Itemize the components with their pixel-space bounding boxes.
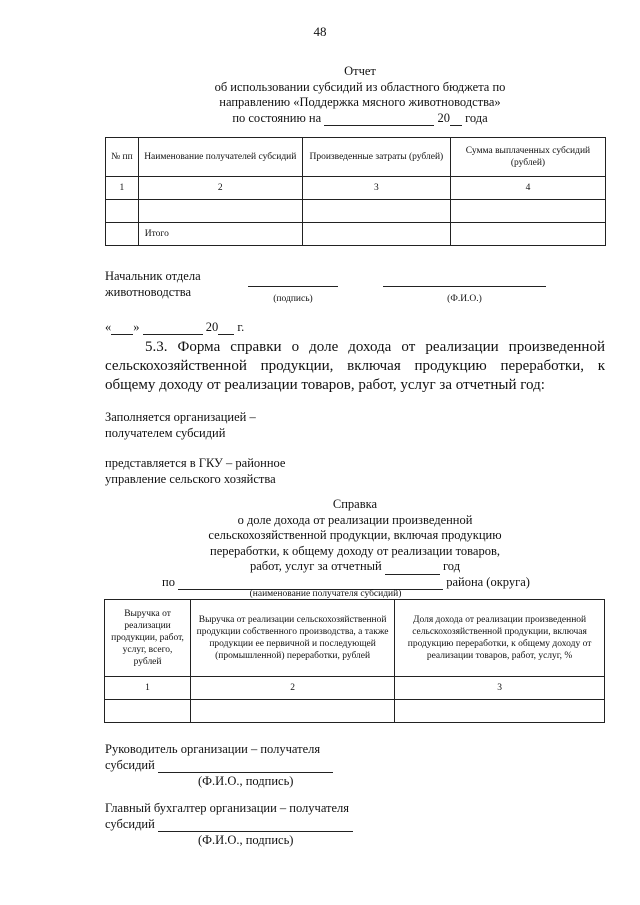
number-cell: 1 xyxy=(105,677,191,700)
number-cell: 2 xyxy=(191,677,395,700)
report-table xyxy=(105,137,606,246)
date-suffix: г. xyxy=(237,320,245,334)
submitted-note xyxy=(105,455,285,487)
accountant-signature-line2 xyxy=(105,816,353,832)
empty-cell[interactable] xyxy=(105,700,191,723)
filled-note xyxy=(105,409,256,441)
accountant-signature-label: субсидий xyxy=(105,817,155,831)
signature-line[interactable] xyxy=(248,286,338,287)
empty-cell[interactable] xyxy=(302,223,450,246)
header-cell: Выручка от реализации продукции, работ, услуг, всего, рублей xyxy=(105,600,191,677)
accountant-signature-block xyxy=(105,800,353,832)
certificate-table xyxy=(104,599,605,723)
table-number-row xyxy=(106,177,606,200)
table-row xyxy=(106,200,606,223)
report-date-blank xyxy=(324,125,434,126)
report-date-prefix: по состоянию на xyxy=(232,110,322,125)
certificate-line5-prefix: по xyxy=(162,575,175,589)
head-signature-block xyxy=(105,741,333,773)
number-cell: 4 xyxy=(450,177,605,200)
recipient-name-caption: (наименование получателя субсидий) xyxy=(249,589,402,599)
header-cell: Наименование получателей субсидий xyxy=(138,138,302,177)
certificate-line4-suffix: год xyxy=(442,559,461,573)
signature1-position xyxy=(105,268,201,300)
number-cell: 1 xyxy=(106,177,139,200)
certificate-line4 xyxy=(105,559,605,575)
empty-cell[interactable] xyxy=(106,200,139,223)
empty-cell[interactable] xyxy=(302,200,450,223)
header-cell: № пп xyxy=(106,138,139,177)
sign-caption: (подпись) xyxy=(273,294,313,304)
number-cell: 3 xyxy=(302,177,450,200)
date-month-blank[interactable] xyxy=(143,334,203,335)
report-title-block xyxy=(120,64,600,126)
header-cell: Сумма выплаченных субсидий (рублей) xyxy=(450,138,605,177)
number-cell: 2 xyxy=(138,177,302,200)
head-signature-caption: (Ф.И.О., подпись) xyxy=(198,774,294,788)
empty-cell[interactable] xyxy=(191,700,395,723)
date-open-quote: « xyxy=(105,320,112,334)
report-date-year: 20 xyxy=(437,110,450,125)
page-number: 48 xyxy=(313,24,327,39)
report-subtitle-line1: об использовании субсидий из областного бюджета по xyxy=(214,79,506,94)
date-day-blank[interactable] xyxy=(111,334,133,335)
position-line1: Начальник отдела xyxy=(105,269,201,283)
certificate-line2: сельскохозяйственной продукции, включая продукцию xyxy=(208,528,502,542)
report-subtitle-line2: направлению «Поддержка мясного животноводства» xyxy=(219,95,501,109)
empty-cell[interactable] xyxy=(106,223,139,246)
empty-cell[interactable] xyxy=(450,223,605,246)
header-cell: Выручка от реализации сельскохозяйственной продукции собственного производства, а также продукции ее первичной и последующей (промышленной) переработки, рублей xyxy=(191,600,395,677)
certificate-title: Справка xyxy=(332,497,378,511)
certificate-line5-suffix: района (округа) xyxy=(446,575,530,589)
empty-cell[interactable] xyxy=(138,200,302,223)
report-date-line xyxy=(120,111,600,127)
position-line2: животноводства xyxy=(105,285,191,299)
head-signature-label: субсидий xyxy=(105,758,155,772)
table-total-row xyxy=(106,223,606,246)
section-5-3: 5.3. Форма справки о доле дохода от реализации произведенной сельскохозяйственной продукции, включая продукцию переработки, к общему доходу от реализации товаров, работ, услуг за отчетный год: xyxy=(105,339,605,393)
certificate-line1: о доле дохода от реализации произведенной xyxy=(237,512,473,527)
date-close-quote: » xyxy=(133,320,140,334)
certificate-line4-prefix: работ, услуг за отчетный xyxy=(249,559,382,573)
table-header-row xyxy=(106,138,606,177)
name-line[interactable] xyxy=(383,286,546,287)
header-cell: Произведенные затраты (рублей) xyxy=(302,138,450,177)
submitted-note-line2: управление сельского хозяйства xyxy=(105,472,276,486)
date-year: 20 xyxy=(205,320,219,334)
report-year-blank xyxy=(450,125,462,126)
table-header-row xyxy=(105,600,605,677)
accountant-signature-caption: (Ф.И.О., подпись) xyxy=(198,833,294,847)
name-caption: (Ф.И.О.) xyxy=(447,294,482,304)
report-date-suffix: года xyxy=(465,110,488,125)
accountant-signature-line1: Главный бухгалтер организации – получателя xyxy=(105,801,350,815)
date-year-blank[interactable] xyxy=(218,334,234,335)
empty-cell[interactable] xyxy=(395,700,605,723)
empty-cell[interactable] xyxy=(450,200,605,223)
head-signature-line2 xyxy=(105,757,333,773)
table-row xyxy=(105,700,605,723)
filled-note-line1: Заполняется организацией – xyxy=(105,410,256,424)
filled-note-line2: получателем субсидий xyxy=(105,426,226,440)
number-cell: 3 xyxy=(395,677,605,700)
header-cell: Доля дохода от реализации произведенной сельскохозяйственной продукции, включая продукцию переработки, к общему доходу от реализации товаров, работ, услуг, % xyxy=(395,600,605,677)
head-signature-line1: Руководитель организации – получателя xyxy=(105,742,321,756)
submitted-note-line1: представляется в ГКУ – районное xyxy=(105,456,286,470)
date-line xyxy=(105,319,244,335)
certificate-line5 xyxy=(162,574,530,590)
report-title: Отчет xyxy=(344,64,376,78)
table-number-row xyxy=(105,677,605,700)
total-label: Итого xyxy=(138,223,302,246)
certificate-title-block xyxy=(105,497,605,575)
certificate-line3: переработки, к общему доходу от реализации товаров, xyxy=(210,543,500,558)
